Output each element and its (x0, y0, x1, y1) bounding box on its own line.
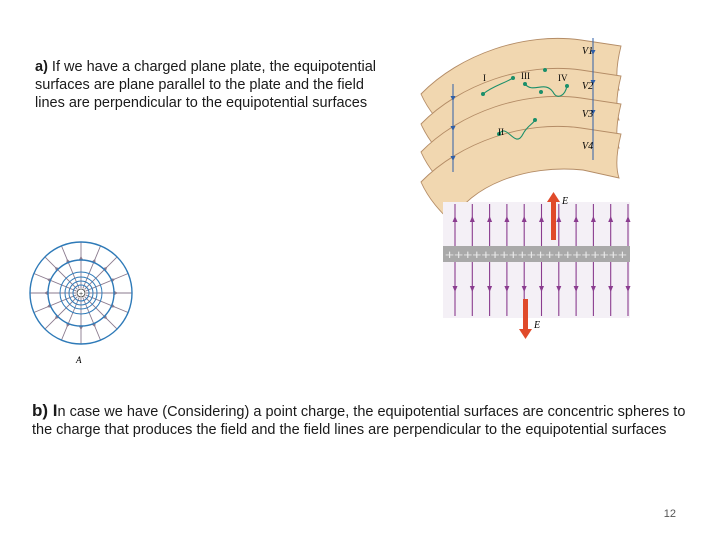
path-point (539, 90, 543, 94)
potential-label-v4: V4 (582, 141, 594, 152)
paragraph-a-text: If we have a charged plane plate, the equipotential surfaces are plane parallel to the plate and the field lines are perpendicular to the equipotential surfaces (35, 59, 377, 111)
equipotential-surfaces-figure (415, 34, 627, 172)
point-charge-sign: + (78, 291, 84, 298)
charged-plate-figure (440, 188, 636, 352)
region-label-iii: III (521, 71, 530, 81)
path-point (533, 118, 537, 122)
paragraph-b (32, 402, 692, 439)
page-number: 12 (663, 508, 676, 520)
path-point (481, 92, 485, 96)
paragraph-b-lead: b) I (32, 401, 58, 420)
path-point (543, 68, 547, 72)
field-label-top: E (562, 196, 569, 207)
potential-label-v3: V3 (582, 109, 594, 120)
region-label-i: I (483, 73, 486, 83)
paragraph-b-text: n case we have (Considering) a point charge, the equipotential surfaces are concentric spheres to the charge that produces the field and the field lines are perpendicular to the equipotential surfaces (32, 404, 686, 438)
field-label-bottom: E (534, 320, 541, 331)
region-label-ii: II (498, 127, 504, 137)
potential-label-v1: V1 (582, 46, 594, 57)
paragraph-a (35, 58, 395, 112)
region-label-iv: IV (558, 73, 568, 83)
path-point (523, 82, 527, 86)
figure-label-a: A (76, 355, 82, 365)
path-point (511, 76, 515, 80)
paragraph-a-lead: a) (35, 59, 48, 75)
potential-label-v2: V2 (582, 81, 594, 92)
path-point (565, 84, 569, 88)
plate-charges: ++++++++++++++++++++ (445, 247, 627, 262)
point-charge-figure (26, 240, 138, 366)
